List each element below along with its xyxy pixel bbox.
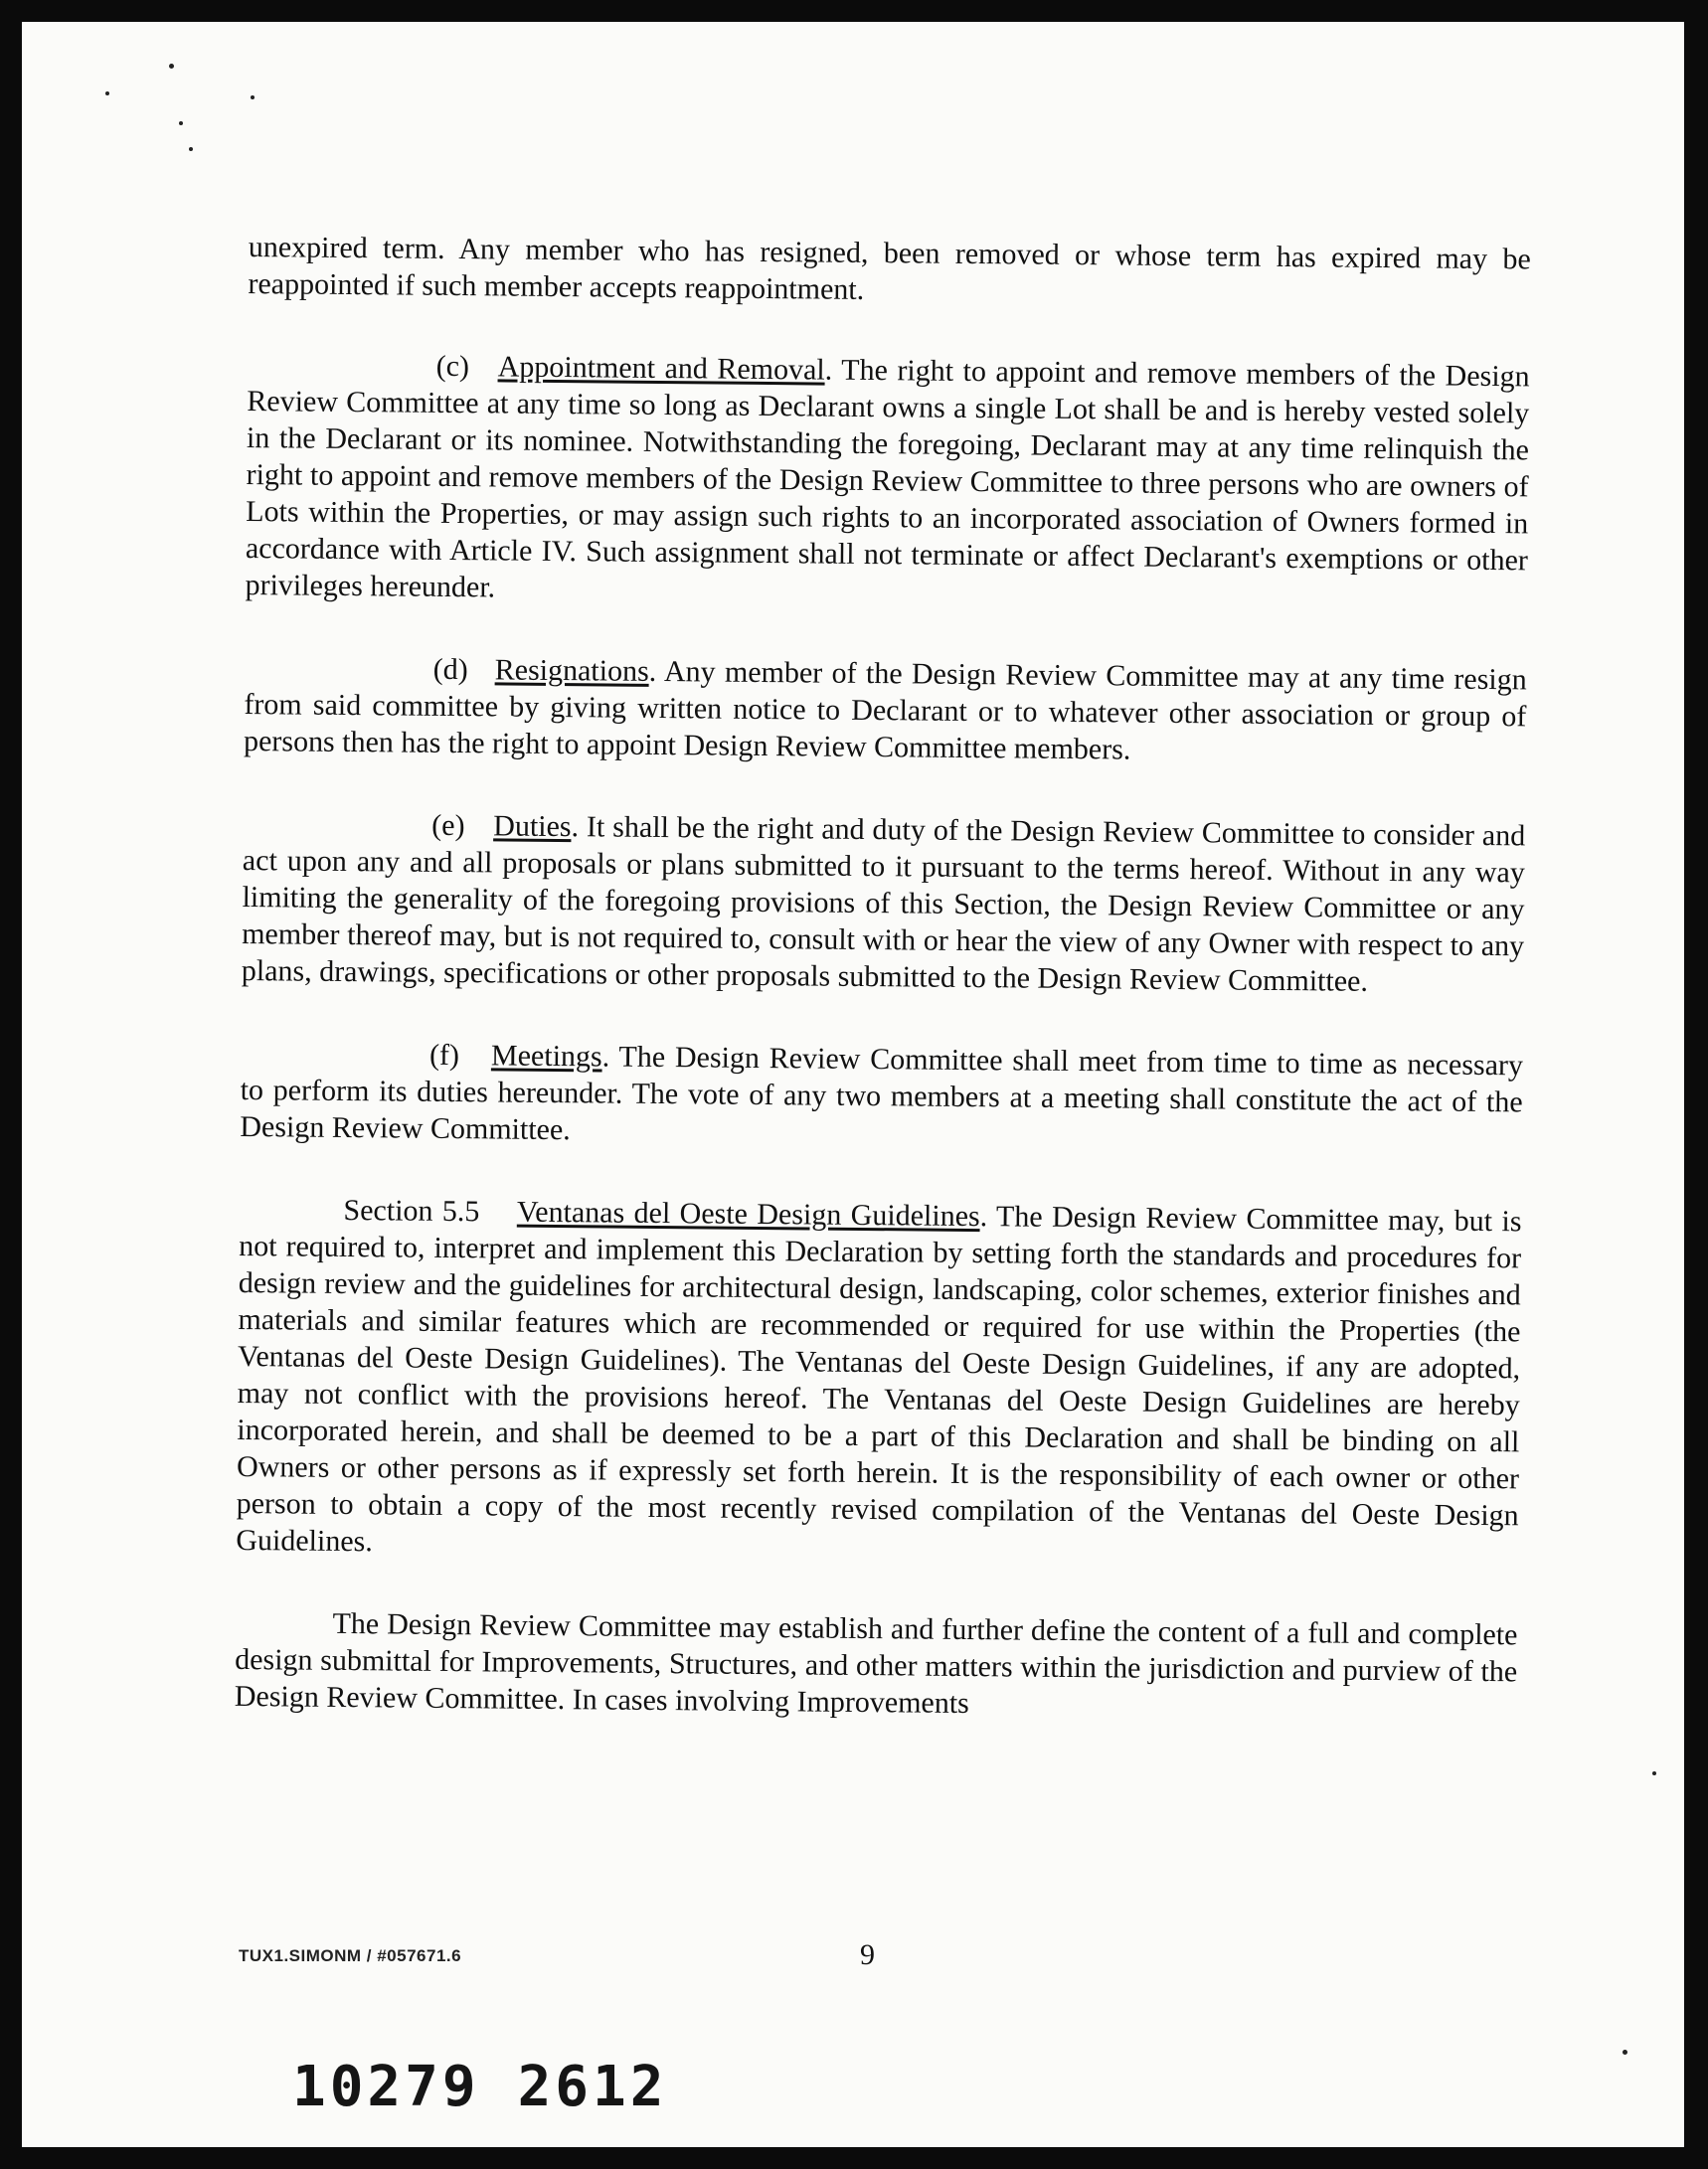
section-number: Section 5.5 xyxy=(343,1193,480,1229)
paragraph-c xyxy=(245,346,1529,615)
stamp-page-number: 2612 xyxy=(517,2055,668,2119)
recording-stamp xyxy=(292,2055,705,2119)
item-body: . The Design Review Committee shall meet from time to time as necessary to perform its duties hereunder. The vote of any two members at a meeting shall constitute the act of the Design Review Committee. xyxy=(240,1040,1524,1147)
stamp-book-number: 10279 xyxy=(292,2055,480,2119)
item-heading: Resignations xyxy=(494,653,649,688)
scan-speck xyxy=(251,95,255,99)
item-marker: (e) xyxy=(431,808,465,843)
item-heading: Duties xyxy=(493,809,572,844)
paragraph-e xyxy=(242,805,1526,1001)
opening-text: unexpired term. Any member who has resigned, been removed or whose term has expired may be reappointed if such member accepts reappointment. xyxy=(248,230,1531,306)
indent xyxy=(245,677,433,679)
scan-border xyxy=(0,0,1708,22)
paragraph-f xyxy=(240,1035,1523,1157)
document-reference: TUX1.SIMONM / #057671.6 xyxy=(239,1946,462,1965)
closing-text: The Design Review Committee may establish and further define the content of a full and complete design submittal for Improvements, Structures, and other matters within the jurisdiction and purview of the Design Review Committee. In cases involving Improvements xyxy=(234,1606,1518,1721)
item-heading: Appointment and Removal xyxy=(497,350,825,387)
page-number: 9 xyxy=(860,1938,875,1971)
item-body: . Any member of the Design Review Committee may at any time resign from said committee by giving written notice to Declarant or to whatever other association or group of persons then has the right to appoint Design Review Committee members. xyxy=(243,654,1527,766)
scan-speck xyxy=(189,147,193,151)
document-page xyxy=(22,22,1684,2147)
document-body xyxy=(234,229,1531,1772)
scan-speck xyxy=(169,64,174,69)
indent xyxy=(248,374,436,376)
scan-speck xyxy=(1652,1771,1656,1775)
scan-speck xyxy=(1623,2050,1627,2055)
indent xyxy=(239,1219,343,1220)
section-body: . The Design Review Committee may, but is not required to, interpret and implement this Declaration by setting forth the standards and procedures for design review and the guidelines for architectural design, landscaping, color schemes, exterior finishes and materials and similar features which are recommended or required for use within the Properties (the Ventanas del Oeste Design Guidelines). The Ventanas del Oeste Design Guidelines, if any are adopted, may not conflict with the provisions hereof. The Ventanas del Oeste Design Guidelines are hereby incorporated herein, and shall be deemed to be a part of this Declaration and shall be binding on all Owners or other persons as if expressly set forth herein. It is the responsibility of each owner or other person to obtain a copy of the most recently revised compilation of the Ventanas del Oeste Design Guidelines. xyxy=(236,1200,1522,1559)
scan-speck xyxy=(179,121,183,125)
opening-paragraph xyxy=(248,229,1531,314)
item-marker: (c) xyxy=(435,349,470,384)
item-marker: (f) xyxy=(428,1038,460,1073)
indent xyxy=(235,1632,332,1633)
item-marker: (d) xyxy=(432,652,468,687)
section-5-5-paragraph xyxy=(236,1191,1521,1571)
item-body: . It shall be the right and duty of the Design Review Committee to consider and act upon any and all proposals or plans submitted to it pursuant to the terms hereof. Without in any way limiting the generality of the foregoing provisions of this Section, the Design Review Committee or any member thereof may, but is not required to, consult with or hear the view of any Owner with respect to any plans, drawings, specifications or other proposals submitted to the Design Review Committee. xyxy=(241,810,1526,998)
section-heading: Ventanas del Oeste Design Guidelines xyxy=(516,1195,980,1234)
scan-speck xyxy=(105,91,109,95)
indent xyxy=(241,1063,429,1065)
item-body: . The right to appoint and remove members of the Design Review Committee at any time so long as Declarant owns a single Lot shall be and is hereby vested solely in the Declarant or its nominee. Notwithstanding the foregoing, Declarant may at any time relinquish the right to appoint and remove members of the Design Review Committee to three persons who are owners of Lots within the Properties, or may assign such rights to an incorporated association of Owners formed in accordance with Article IV. Such assignment shall not terminate or affect Declarant's exemptions or other privileges hereunder. xyxy=(245,353,1530,604)
closing-paragraph xyxy=(235,1604,1518,1727)
paragraph-d xyxy=(244,649,1527,771)
item-heading: Meetings xyxy=(490,1039,602,1074)
indent xyxy=(243,833,431,835)
